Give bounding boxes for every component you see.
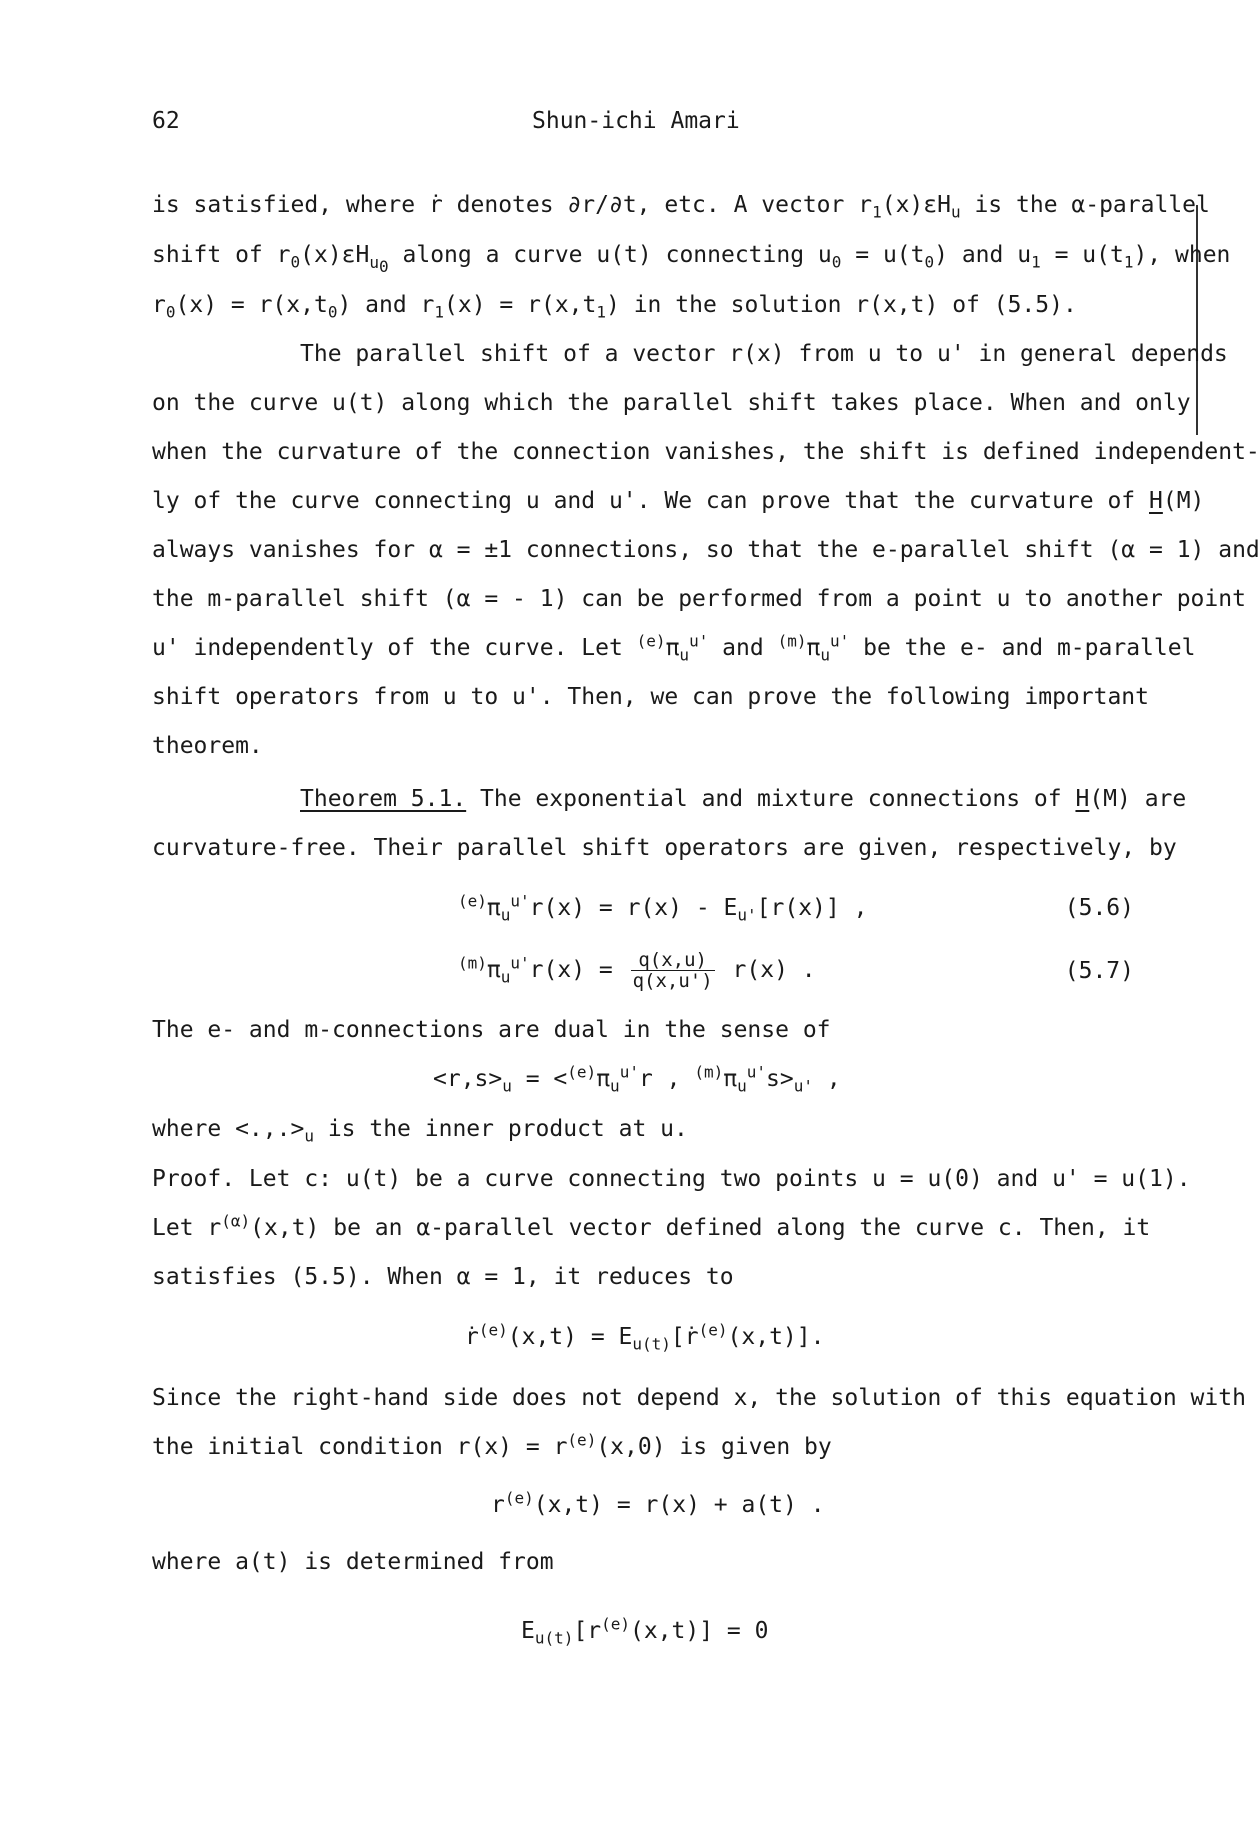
proof-line-5: the initial condition $r(x) = r^{(e)}(x,0)$ is given by: [152, 1430, 832, 1460]
dual-line: The e- and m-connections are dual in the sense of: [152, 1017, 831, 1043]
p1-line-2: shift of $r_0(x)\varepsilon H_{u_0}$ along a curve u(t) connecting $u_0 = u(t_0)$ and $u_1 = u(t_1)$, when: [152, 242, 1231, 276]
equation-5-7: $^{(m)}\pi_u^{u'}r(x)$ = $\frac{q(x,u)}{q(x,u')}$ r(x) .: [458, 949, 816, 992]
p2-line-1: The parallel shift of a vector r(x) from u to u' in general depends: [300, 341, 1228, 367]
p2-line-9: theorem.: [152, 733, 263, 759]
theorem-line-2: curvature-free. Their parallel shift operators are given, respectively, by: [152, 835, 1177, 861]
proof-line-3: satisfies (5.5). When α = 1, it reduces to: [152, 1264, 734, 1290]
equation-number-5-7: (5.7): [1064, 958, 1134, 984]
equation-5-6: $^{(e)}\pi_u^{u'}r(x) = r(x) - E_{u'}[r(x)]$ ,: [458, 891, 868, 925]
p2-line-3: when the curvature of the connection vanishes, the shift is defined independent-: [152, 439, 1260, 465]
where-line: where $<.,.>_u$ is the inner product at u.: [152, 1116, 688, 1146]
p2-line-5: always vanishes for α = ±1 connections, so that the e-parallel shift (α = 1) and: [152, 537, 1260, 563]
p2-line-4: ly of the curve connecting u and u'. We can prove that the curvature of H(M): [152, 488, 1205, 514]
fraction: $\frac{q(x,u)}{q(x,u')}$: [632, 949, 713, 992]
running-title: Shun-ichi Amari: [532, 108, 740, 134]
proof-line-2: Let $r^{(\alpha)}(x,t)$ be an α-parallel vector defined along the curve c. Then, it: [152, 1211, 1151, 1241]
proof-line-6: where a(t) is determined from: [152, 1549, 554, 1575]
p1-line-3: $r_0(x) = r(x,t_0)$ and $r_1(x) = r(x,t_1)$ in the solution r(x,t) of (5.5).: [152, 292, 1077, 322]
page-number: 62: [152, 108, 180, 134]
p2-line-7: u' independently of the curve. Let $^{(e)}\pi_u^{u'}$ and $^{(m)}\pi_u^{u'}$ be the e- and m-parallel: [152, 631, 1196, 665]
proof-equation-1: ṙ$^{(e)}$(x,t) = $E_{u(t)}[ṙ^{(e)}(x,t)]$.: [465, 1320, 825, 1354]
proof-line-4: Since the right-hand side does not depend x, the solution of this equation with: [152, 1385, 1246, 1411]
theorem-label: Theorem 5.1.: [300, 786, 467, 812]
p2-line-2: on the curve u(t) along which the parallel shift takes place. When and only: [152, 390, 1191, 416]
proof-line-1: Proof. Let c: u(t) be a curve connecting two points u = u(0) and u' = u(1).: [152, 1166, 1191, 1192]
p1-line-1: is satisfied, where ṙ denotes ∂r/∂t, etc. A vector $r_1(x)\varepsilon H_u$ is the α-parallel: [152, 192, 1210, 222]
page-header: [152, 108, 1120, 140]
equation-number-5-6: (5.6): [1064, 895, 1134, 921]
p2-line-8: shift operators from u to u'. Then, we can prove the following important: [152, 684, 1149, 710]
proof-equation-2: $r^{(e)}(x,t) = r(x) + a(t)$ .: [491, 1488, 825, 1518]
duality-equation: $<r,s>_u = <^{(e)}\pi_u^{u'}r$ , $^{(m)}\pi_u^{u'}s>_{u'}$ ,: [433, 1062, 841, 1096]
p2-line-6: the m-parallel shift (α = - 1) can be performed from a point u to another point: [152, 586, 1246, 612]
theorem-line-1: Theorem 5.1. The exponential and mixture connections of H(M) are: [300, 786, 1187, 812]
proof-equation-3: $E_{u(t)}[r^{(e)}(x,t)] = 0$: [521, 1614, 769, 1648]
